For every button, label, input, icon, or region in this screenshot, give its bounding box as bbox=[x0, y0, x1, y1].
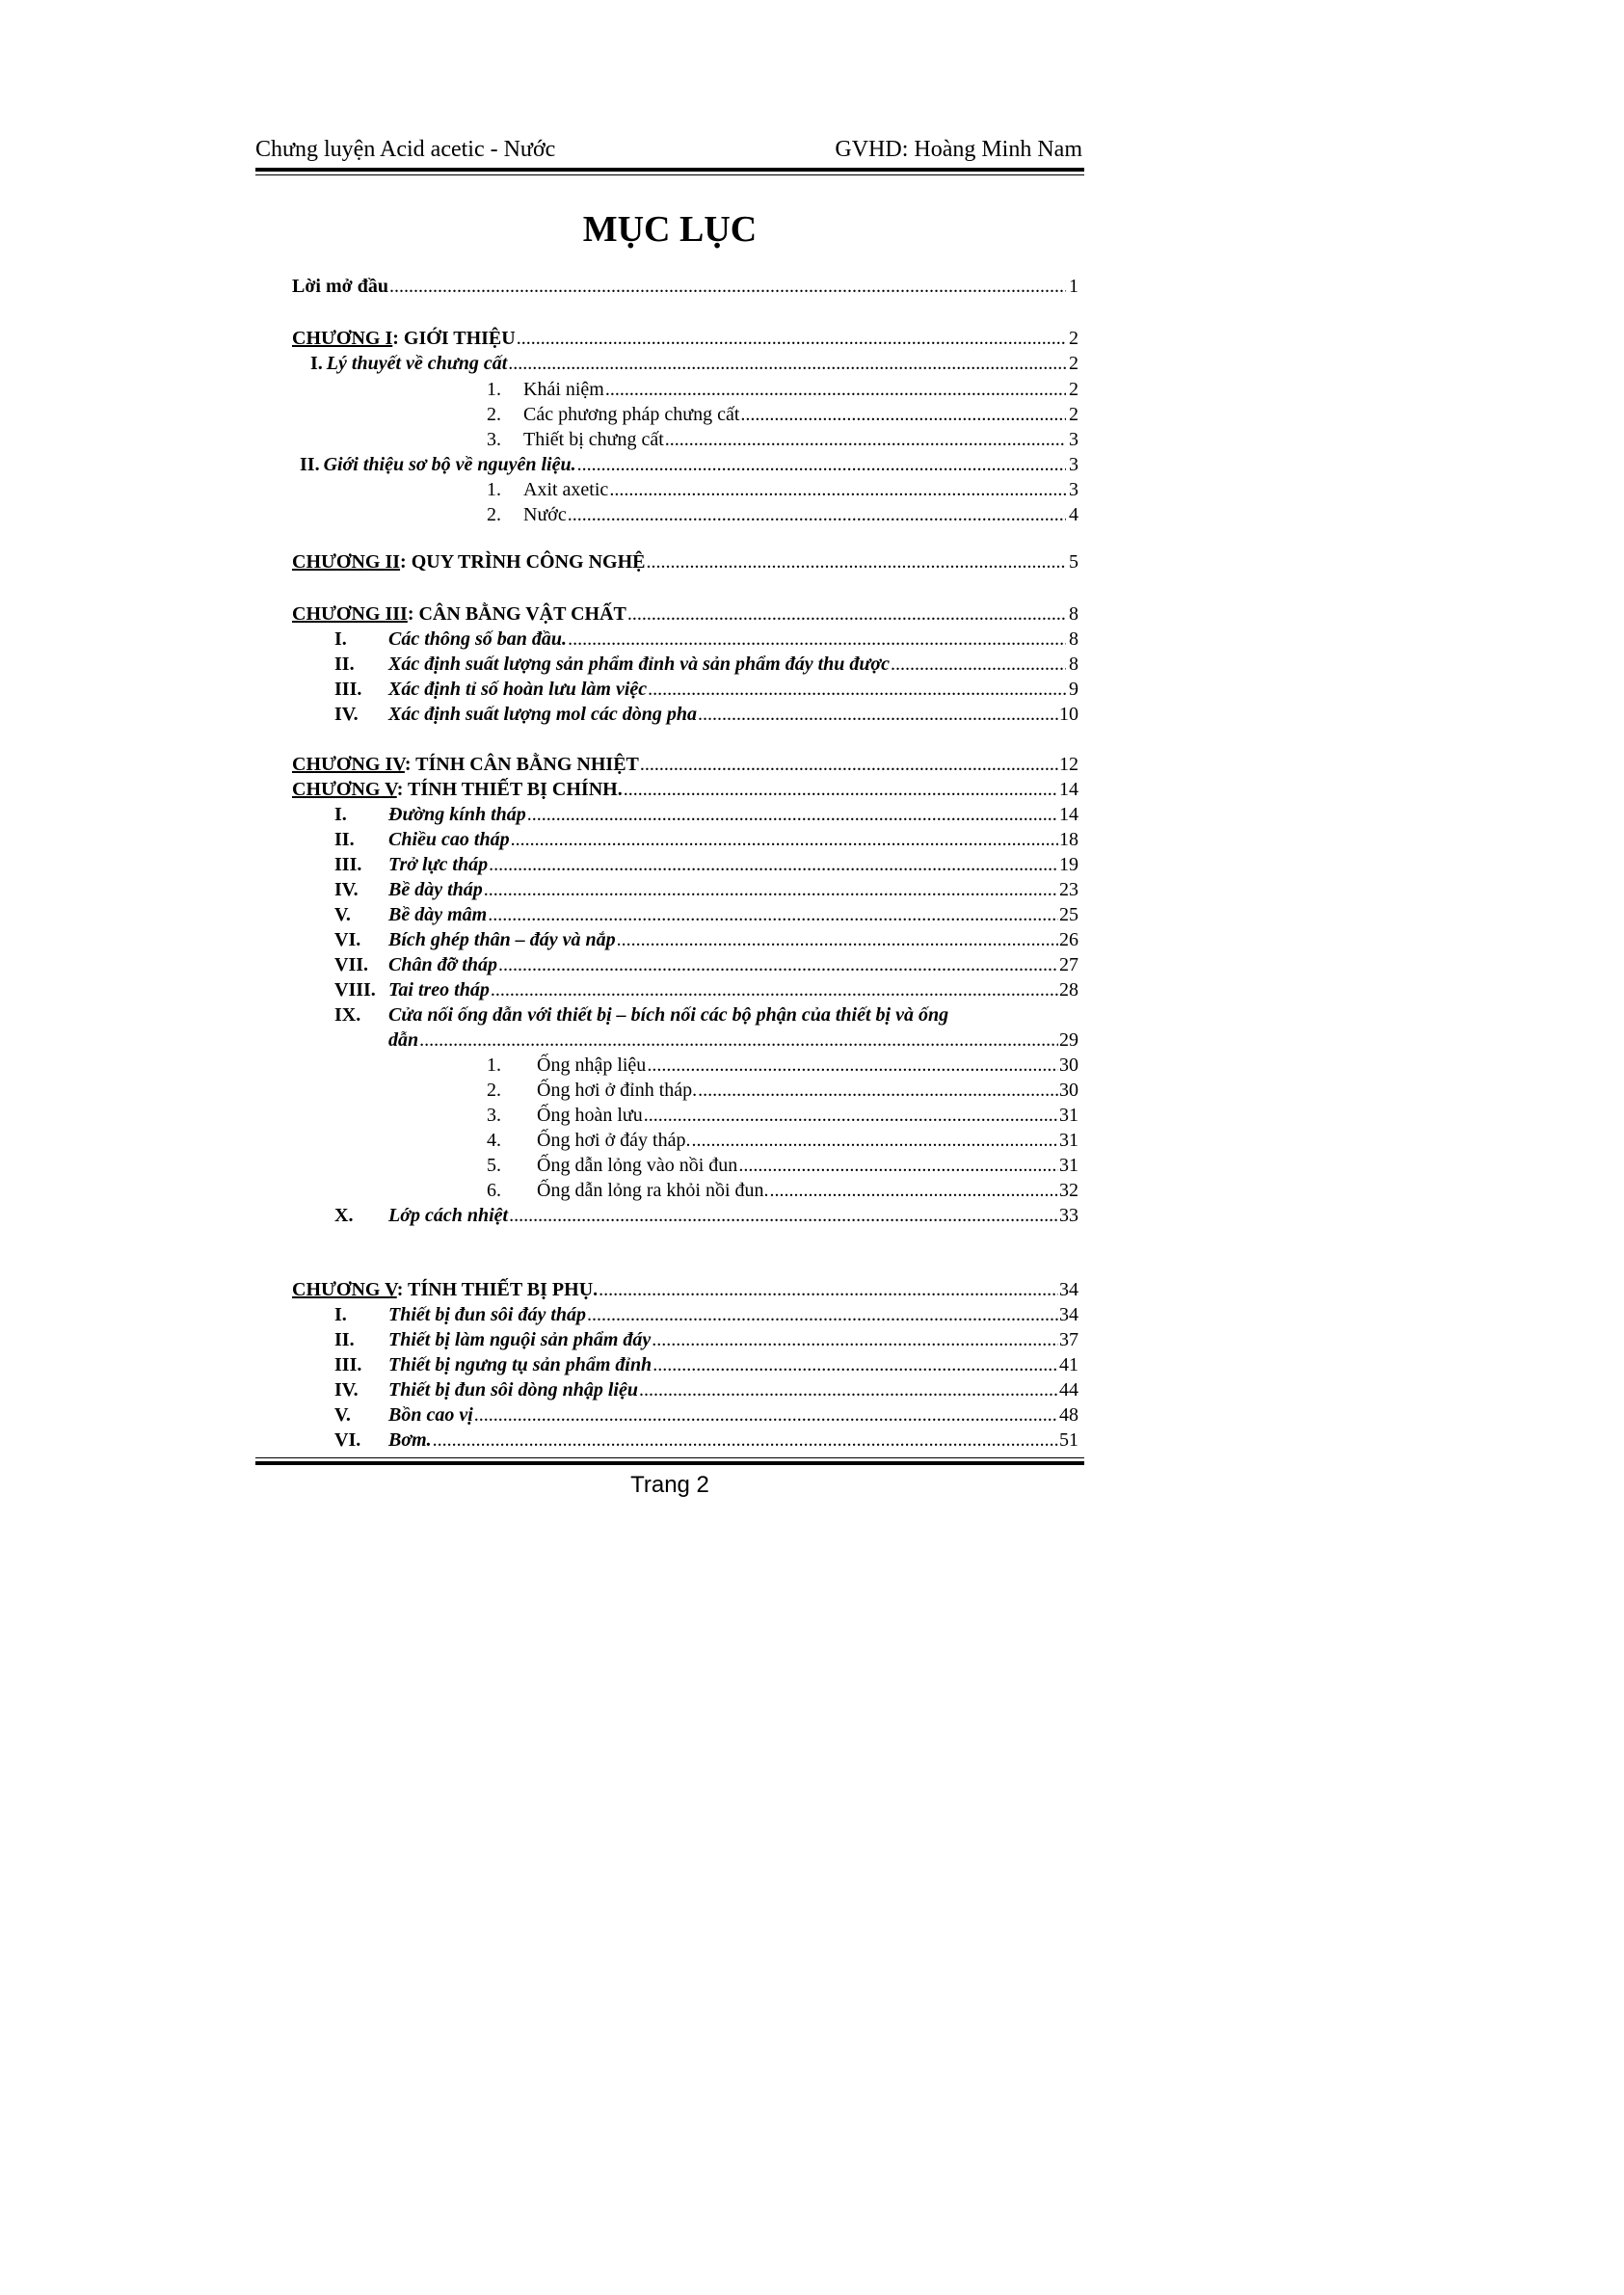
leader-dots bbox=[770, 1178, 1058, 1203]
leader-dots bbox=[605, 377, 1066, 402]
toc-item-number: V. bbox=[334, 904, 351, 925]
toc-entry-label bbox=[334, 1402, 473, 1428]
toc-page-number: 4 bbox=[1069, 504, 1078, 525]
leader-dots bbox=[511, 827, 1058, 852]
toc-item-number: IV. bbox=[334, 879, 359, 900]
leader-dots bbox=[488, 902, 1058, 927]
toc-entry bbox=[292, 326, 1078, 351]
toc-entry bbox=[334, 802, 1078, 827]
leader-dots bbox=[698, 1078, 1058, 1103]
toc-page-number: 23 bbox=[1059, 879, 1078, 900]
toc-item-number: II. bbox=[334, 829, 355, 850]
toc-item-label: Cửa nối ống dẫn với thiết bị – bích nối các bộ phận của thiết bị và ống bbox=[388, 1004, 949, 1026]
toc-entry-label bbox=[334, 627, 567, 652]
toc-page-number: 31 bbox=[1059, 1105, 1078, 1126]
toc-item-label: Bề dày tháp bbox=[388, 879, 483, 900]
toc-entry bbox=[334, 1428, 1078, 1453]
toc-entry-label bbox=[487, 1103, 643, 1128]
toc-item-number: 1. bbox=[487, 1054, 501, 1076]
toc-item-number: IV. bbox=[334, 704, 359, 725]
toc-item-label: Tai treo tháp bbox=[388, 979, 490, 1001]
toc-item-label: Khái niệm bbox=[523, 379, 604, 400]
toc-page-number: 14 bbox=[1059, 804, 1078, 825]
toc-page-number: 2 bbox=[1069, 353, 1078, 374]
toc-item-label: Chân đỡ tháp bbox=[388, 954, 497, 975]
toc-item-label: Đường kính tháp bbox=[388, 804, 526, 825]
toc-page-number: 1 bbox=[1069, 276, 1078, 297]
running-header-left: Chưng luyện Acid acetic - Nước bbox=[255, 137, 556, 162]
toc-item-label: Nước bbox=[523, 504, 567, 525]
leader-dots bbox=[891, 652, 1066, 677]
toc-entry-label bbox=[334, 652, 890, 677]
toc-item-number: I. bbox=[310, 353, 323, 374]
leader-dots bbox=[647, 549, 1066, 574]
toc-entry bbox=[292, 549, 1078, 574]
chapter-number: CHƯƠNG V bbox=[292, 779, 397, 800]
toc-item-number: 3. bbox=[487, 429, 501, 450]
leader-dots bbox=[652, 1352, 1058, 1377]
toc-item-label: Xác định tỉ số hoàn lưu làm việc bbox=[388, 679, 648, 700]
leader-dots bbox=[433, 1428, 1058, 1453]
chapter-number: CHƯƠNG V bbox=[292, 1279, 397, 1300]
toc-entry bbox=[334, 1327, 1078, 1352]
toc-entry-label bbox=[334, 1302, 586, 1327]
toc-page-number: 27 bbox=[1059, 954, 1078, 975]
toc-entry-label bbox=[334, 977, 490, 1002]
toc-item-label: Ống hơi ở đáy tháp. bbox=[537, 1130, 691, 1151]
leader-dots bbox=[617, 927, 1058, 952]
toc-page-number: 8 bbox=[1069, 603, 1078, 625]
toc-entry-label bbox=[292, 752, 639, 777]
toc-item-number: IV. bbox=[334, 1379, 359, 1401]
toc-entry bbox=[310, 351, 1078, 376]
leader-dots bbox=[474, 1402, 1058, 1428]
toc-entry-label bbox=[334, 827, 510, 852]
toc-page-number: 2 bbox=[1069, 328, 1078, 349]
leader-dots bbox=[740, 402, 1066, 427]
toc-page-number: 51 bbox=[1059, 1429, 1078, 1451]
chapter-number: CHƯƠNG II bbox=[292, 551, 401, 573]
toc-entry-label bbox=[292, 549, 646, 574]
toc-entry bbox=[334, 927, 1078, 952]
toc-item-number: VI. bbox=[334, 929, 361, 950]
toc-entry bbox=[487, 502, 1078, 527]
toc-item-label: Ống dẫn lỏng vào nồi đun bbox=[537, 1155, 738, 1176]
toc-entry-label bbox=[292, 777, 623, 802]
toc-item-number: VII. bbox=[334, 954, 369, 975]
toc-item-label: Xác định suất lượng mol các dòng pha bbox=[388, 704, 697, 725]
leader-dots bbox=[665, 427, 1066, 452]
toc-item-label: Các phương pháp chưng cất bbox=[523, 404, 740, 425]
toc-item-label: Các thông số ban đầu. bbox=[388, 628, 568, 650]
toc-item-number: III. bbox=[334, 679, 362, 700]
toc-entry-label bbox=[292, 274, 388, 299]
toc-entry-label bbox=[334, 802, 526, 827]
toc-entry bbox=[334, 1352, 1078, 1377]
toc-entry bbox=[487, 377, 1078, 402]
leader-dots bbox=[508, 351, 1066, 376]
leader-dots bbox=[419, 1027, 1058, 1053]
toc-entry-label bbox=[487, 427, 664, 452]
toc-item-number: 1. bbox=[487, 379, 501, 400]
page-number-footer: Trang 2 bbox=[630, 1472, 709, 1498]
toc-entry bbox=[487, 1078, 1078, 1103]
toc-item-label: Bồn cao vị bbox=[388, 1404, 473, 1426]
leader-dots bbox=[484, 877, 1058, 902]
toc-entry-label bbox=[487, 1128, 690, 1153]
toc-item-number: 2. bbox=[487, 404, 501, 425]
page-title: MỤC LỤC bbox=[582, 209, 758, 250]
toc-page-number: 32 bbox=[1059, 1180, 1078, 1201]
toc-item-number: II. bbox=[334, 1329, 355, 1350]
toc-entry bbox=[292, 601, 1078, 627]
toc-item-label: Thiết bị làm nguội sản phẩm đáy bbox=[388, 1329, 652, 1350]
toc-entry bbox=[292, 274, 1078, 299]
toc-entry-label bbox=[487, 502, 567, 527]
toc-page-number: 14 bbox=[1059, 779, 1078, 800]
toc-item-label: Trở lực tháp bbox=[388, 854, 489, 875]
leader-dots bbox=[509, 1203, 1058, 1228]
toc-entry-label bbox=[334, 1428, 432, 1453]
toc-entry bbox=[334, 1377, 1078, 1402]
toc-entry bbox=[487, 1178, 1078, 1203]
toc-entry-label bbox=[310, 351, 507, 376]
toc-entry bbox=[334, 977, 1078, 1002]
toc-item-label: Thiết bị chưng cất bbox=[523, 429, 664, 450]
toc-entry-label bbox=[487, 1078, 697, 1103]
toc-page-number: 3 bbox=[1069, 429, 1078, 450]
toc-entry-label bbox=[487, 1053, 646, 1078]
toc-entry bbox=[292, 752, 1078, 777]
toc-item-number: 5. bbox=[487, 1155, 501, 1176]
leader-dots bbox=[609, 477, 1066, 502]
toc-entry-label bbox=[487, 1153, 737, 1178]
toc-page-number: 3 bbox=[1069, 479, 1078, 500]
toc-entry-label bbox=[487, 377, 604, 402]
toc-entry bbox=[334, 852, 1078, 877]
toc-entry bbox=[334, 677, 1078, 702]
toc-item-label: Axit axetic bbox=[523, 479, 609, 500]
toc-entry-label bbox=[388, 1027, 418, 1053]
toc-entry-label bbox=[334, 852, 488, 877]
toc-entry-label bbox=[334, 902, 487, 927]
toc-item-label: Lý thuyết về chưng cất bbox=[326, 353, 508, 374]
toc-item-label: Thiết bị đun sôi dòng nhập liệu bbox=[388, 1379, 638, 1401]
toc-page-number: 31 bbox=[1059, 1130, 1078, 1151]
toc-page-number: 33 bbox=[1059, 1205, 1078, 1226]
toc-entry-label bbox=[292, 601, 626, 627]
toc-entry bbox=[334, 877, 1078, 902]
toc-item-number: 2. bbox=[487, 504, 501, 525]
leader-dots bbox=[644, 1103, 1058, 1128]
toc-entry-label bbox=[334, 927, 616, 952]
toc-page-number: 26 bbox=[1059, 929, 1078, 950]
toc-entry bbox=[388, 1027, 1078, 1053]
chapter-title: : GIỚI THIỆU bbox=[392, 328, 516, 349]
chapter-number: CHƯƠNG III bbox=[292, 603, 408, 625]
leader-dots bbox=[491, 977, 1058, 1002]
toc-page-number: 8 bbox=[1069, 628, 1078, 650]
toc-entry-label bbox=[334, 702, 697, 727]
toc-page-number: 9 bbox=[1069, 679, 1078, 700]
toc-item-number: V. bbox=[334, 1404, 351, 1426]
toc-item-number: I. bbox=[334, 628, 347, 650]
toc-page-number: 30 bbox=[1059, 1054, 1078, 1076]
chapter-title: : TÍNH THIẾT BỊ CHÍNH. bbox=[396, 779, 623, 800]
leader-dots bbox=[498, 952, 1058, 977]
toc-entry-label bbox=[334, 877, 483, 902]
toc-entry-label bbox=[300, 452, 576, 477]
toc-entry bbox=[334, 702, 1078, 727]
toc-page-number: 29 bbox=[1059, 1029, 1078, 1051]
toc-page-number: 30 bbox=[1059, 1080, 1078, 1101]
toc-entry bbox=[487, 402, 1078, 427]
leader-dots bbox=[568, 627, 1066, 652]
chapter-number: CHƯƠNG I bbox=[292, 328, 393, 349]
leader-dots bbox=[389, 274, 1066, 299]
toc-item-number: II. bbox=[300, 454, 320, 475]
toc-item-label: Thiết bị ngưng tụ sản phẩm đỉnh bbox=[388, 1354, 652, 1375]
toc-entry bbox=[487, 477, 1078, 502]
toc-page-number: 18 bbox=[1059, 829, 1078, 850]
chapter-title: : TÍNH CÂN BẰNG NHIỆT bbox=[404, 754, 639, 775]
leader-dots bbox=[627, 601, 1066, 627]
chapter-title: : CÂN BẰNG VẬT CHẤT bbox=[407, 603, 626, 625]
toc-entry-label bbox=[487, 1178, 769, 1203]
toc-item-label: Ống hơi ở đỉnh tháp. bbox=[537, 1080, 698, 1101]
toc-entry-label bbox=[292, 1277, 598, 1302]
toc-entry bbox=[334, 652, 1078, 677]
toc-item-label: Ống dẫn lỏng ra khỏi nồi đun. bbox=[537, 1180, 769, 1201]
leader-dots bbox=[577, 452, 1066, 477]
toc-item-label: Bề dày mâm bbox=[388, 904, 488, 925]
toc-item-label: Ống hoàn lưu bbox=[537, 1105, 643, 1126]
toc-page-number: 8 bbox=[1069, 654, 1078, 675]
leader-dots bbox=[587, 1302, 1058, 1327]
toc-page-number: 5 bbox=[1069, 551, 1078, 573]
toc-entry bbox=[292, 777, 1078, 802]
toc-entry bbox=[487, 1053, 1078, 1078]
toc-item-label: Thiết bị đun sôi đáy tháp bbox=[388, 1304, 587, 1325]
running-header-right: GVHD: Hoàng Minh Nam bbox=[835, 137, 1082, 162]
toc-item-label: Lời mở đầu bbox=[292, 276, 388, 297]
leader-dots bbox=[648, 677, 1066, 702]
leader-dots bbox=[647, 1053, 1058, 1078]
toc-entry-label bbox=[334, 1203, 508, 1228]
footer-rule-thick bbox=[255, 1461, 1084, 1465]
toc-page-number: 31 bbox=[1059, 1155, 1078, 1176]
toc-item-label: Ống nhập liệu bbox=[537, 1054, 647, 1076]
toc-item-label: Xác định suất lượng sản phẩm đỉnh và sản phẩm đáy thu được bbox=[388, 654, 890, 675]
toc-entry bbox=[300, 452, 1078, 477]
toc-entry-label bbox=[334, 1327, 651, 1352]
leader-dots bbox=[517, 326, 1066, 351]
toc-entry bbox=[487, 1128, 1078, 1153]
toc-entry bbox=[334, 1402, 1078, 1428]
toc-entry-label bbox=[334, 1377, 638, 1402]
toc-item-number: VIII. bbox=[334, 979, 376, 1001]
toc-item-number: 4. bbox=[487, 1130, 501, 1151]
toc-page-number: 41 bbox=[1059, 1354, 1078, 1375]
toc-item-label: Bơm. bbox=[388, 1429, 432, 1451]
toc-item-number: III. bbox=[334, 854, 362, 875]
toc-item-label: Giới thiệu sơ bộ về nguyên liệu. bbox=[323, 454, 576, 475]
toc-entry bbox=[487, 1103, 1078, 1128]
toc-page-number: 25 bbox=[1059, 904, 1078, 925]
toc-entry bbox=[334, 827, 1078, 852]
leader-dots bbox=[624, 777, 1058, 802]
chapter-number: CHƯƠNG IV bbox=[292, 754, 405, 775]
toc-item-number: 3. bbox=[487, 1105, 501, 1126]
toc-item-label: dẫn bbox=[388, 1029, 419, 1051]
toc-entry bbox=[487, 427, 1078, 452]
toc-item-number: X. bbox=[334, 1205, 354, 1226]
toc-entry bbox=[292, 1277, 1078, 1302]
footer-rule-thin bbox=[255, 1457, 1084, 1458]
leader-dots bbox=[568, 502, 1066, 527]
toc-entry-label bbox=[334, 677, 647, 702]
toc-entry-label bbox=[334, 952, 497, 977]
toc-item-number: 1. bbox=[487, 479, 501, 500]
toc-page-number: 34 bbox=[1059, 1304, 1078, 1325]
leader-dots bbox=[639, 1377, 1058, 1402]
toc-item-number: 6. bbox=[487, 1180, 501, 1201]
toc-entry-label bbox=[487, 402, 739, 427]
toc-page-number: 10 bbox=[1059, 704, 1078, 725]
toc-entry-label bbox=[334, 1352, 652, 1377]
toc-page-number: 2 bbox=[1069, 379, 1078, 400]
toc-entry bbox=[334, 952, 1078, 977]
toc-entry-label bbox=[487, 477, 608, 502]
toc-item-number: II. bbox=[334, 654, 355, 675]
leader-dots bbox=[599, 1277, 1058, 1302]
toc-page-number: 3 bbox=[1069, 454, 1078, 475]
toc-item-number: I. bbox=[334, 1304, 347, 1325]
toc-entry-label bbox=[292, 326, 516, 351]
toc-item-number: III. bbox=[334, 1354, 362, 1375]
toc-entry bbox=[334, 1203, 1078, 1228]
toc-page-number: 34 bbox=[1059, 1279, 1078, 1300]
toc-entry bbox=[334, 1302, 1078, 1327]
toc-entry bbox=[334, 627, 1078, 652]
leader-dots bbox=[698, 702, 1058, 727]
toc-page-number: 48 bbox=[1059, 1404, 1078, 1426]
toc-page-number: 19 bbox=[1059, 854, 1078, 875]
toc-page-number: 2 bbox=[1069, 404, 1078, 425]
chapter-title: : QUY TRÌNH CÔNG NGHỆ bbox=[400, 551, 646, 573]
toc-item-number: VI. bbox=[334, 1429, 361, 1451]
toc-page-number: 37 bbox=[1059, 1329, 1078, 1350]
toc-item-label: Chiều cao tháp bbox=[388, 829, 510, 850]
leader-dots bbox=[489, 852, 1058, 877]
toc-entry bbox=[487, 1153, 1078, 1178]
toc-item-number: 2. bbox=[487, 1080, 501, 1101]
leader-dots bbox=[652, 1327, 1058, 1352]
toc-item-wrapped bbox=[334, 1002, 948, 1027]
leader-dots bbox=[738, 1153, 1058, 1178]
toc-page-number: 44 bbox=[1059, 1379, 1078, 1401]
toc-item-number: IX. bbox=[334, 1004, 361, 1026]
toc-entry bbox=[334, 902, 1078, 927]
leader-dots bbox=[691, 1128, 1058, 1153]
toc-item-number: I. bbox=[334, 804, 347, 825]
chapter-title: : TÍNH THIẾT BỊ PHỤ. bbox=[396, 1279, 599, 1300]
toc-item-label: Bích ghép thân – đáy và nắp bbox=[388, 929, 616, 950]
leader-dots bbox=[640, 752, 1058, 777]
toc-page-number: 12 bbox=[1059, 754, 1078, 775]
leader-dots bbox=[527, 802, 1058, 827]
toc-page-number: 28 bbox=[1059, 979, 1078, 1001]
toc-item-label: Lớp cách nhiệt bbox=[388, 1205, 509, 1226]
